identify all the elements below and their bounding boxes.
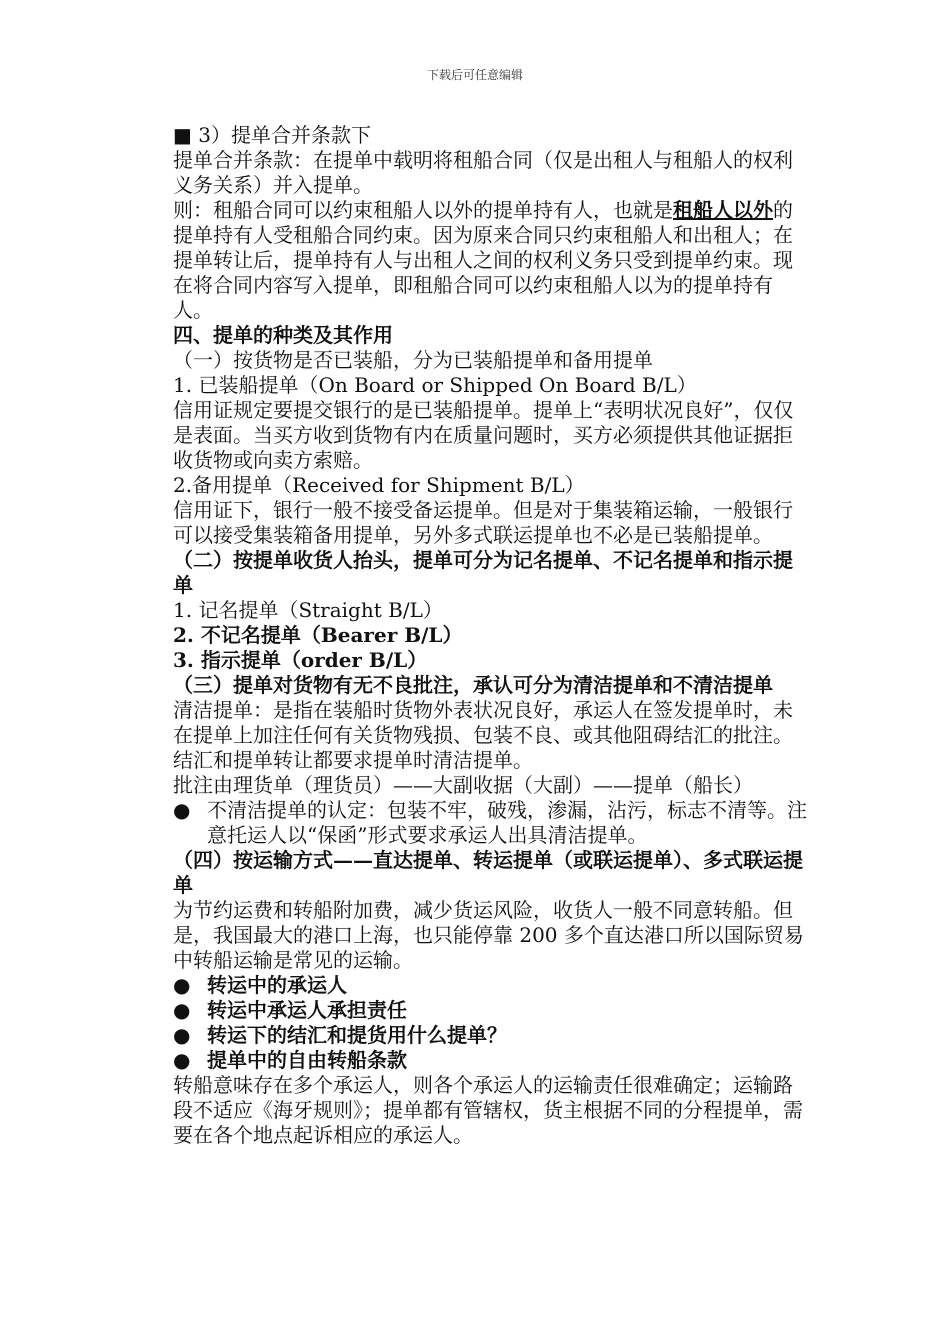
emphasis-text: 租船人以外 (673, 198, 773, 222)
paragraph: 信用证规定要提交银行的是已装船提单。提单上“表明状况良好”，仅仅是表面。当买方收到货物有内在质量问题时，买方必须提供其他证据拒收货物或向卖方索赔。 (173, 398, 794, 472)
section-3-title: ■ 3）提单合并条款下 (173, 123, 371, 147)
bullet-icon: ● (173, 1048, 191, 1072)
subsection-heading: （一）按货物是否已装船，分为已装船提单和备用提单 (173, 348, 653, 372)
paragraph (173, 198, 809, 323)
list-item (173, 1048, 809, 1073)
item-title: 2. 不记名提单（Bearer B/L） (173, 623, 463, 647)
list-item (173, 998, 809, 1023)
bullet-icon: ● (173, 973, 191, 997)
paragraph: 为节约运费和转船附加费，减少货运风险，收货人一般不同意转船。但是，我国最大的港口上海，也只能停靠 200 多个直达港口所以国际贸易中转船运输是常见的运输。 (173, 898, 804, 972)
paragraph: 批注由理货单（理货员）——大副收据（大副）——提单（船长） (173, 773, 753, 797)
paragraph: 信用证下，银行一般不接受备运提单。但是对于集装箱运输，一般银行可以接受集装箱备用提单，另外多式联运提单也不必是已装船提单。 (173, 498, 793, 547)
subsection-heading: （四）按运输方式——直达提单、转运提单（或联运提单）、多式联运提单 (173, 848, 803, 897)
paragraph: 清洁提单：是指在装船时货物外表状况良好，承运人在签发提单时，未在提单上加注任何有关货物残损、包装不良、或其他阻碍结汇的批注。结汇和提单转让都要求提单时清洁提单。 (173, 698, 793, 772)
list-item-text: 转运中承运人承担责任 (207, 998, 407, 1022)
list-item-text: 提单中的自由转船条款 (207, 1048, 407, 1072)
list-item-text: 转运下的结汇和提货用什么提单？ (207, 1023, 507, 1047)
item-title: 1. 已装船提单（On Board or Shipped On Board B/L） (173, 373, 697, 397)
document-body (173, 123, 809, 1148)
bullet-icon: ● (173, 998, 191, 1022)
subsection-heading: （二）按提单收货人抬头，提单可分为记名提单、不记名提单和指示提单 (173, 548, 793, 597)
list-item-text: 转运中的承运人 (207, 973, 347, 997)
item-title: 1. 记名提单（Straight B/L） (173, 598, 443, 622)
section-4-heading: 四、提单的种类及其作用 (173, 323, 393, 347)
list-item-text: 不清洁提单的认定：包装不牢，破残，渗漏，沾污，标志不清等。注意托运人以“保函”形式要求承运人出具清洁提单。 (207, 798, 807, 847)
text-run: 则：租船合同可以约束租船人以外的提单持有人，也就是 (173, 198, 673, 222)
list-item (173, 1023, 809, 1048)
bullet-icon: ● (173, 1023, 191, 1047)
page-header: 下载后可任意编辑 (426, 68, 523, 82)
paragraph: 转船意味存在多个承运人，则各个承运人的运输责任很难确定；运输路段不适应《海牙规则》；提单都有管辖权，货主根据不同的分程提单，需要在各个地点起诉相应的承运人。 (173, 1073, 803, 1147)
item-title: 2.备用提单（Received for Shipment B/L） (173, 473, 585, 497)
list-item (173, 973, 809, 998)
subsection-heading: （三）提单对货物有无不良批注，承认可分为清洁提单和不清洁提单 (173, 673, 773, 697)
text-run: 的提单持有人受租船合同约束。因为原来合同只约束租船人和出租人；在提单转让后，提单持有人与出租人之间的权利义务只受到提单约束。现在将合同内容写入提单，即租船合同可以约束租船人以为的提单持有人。 (173, 198, 793, 322)
item-title: 3. 指示提单（order B/L） (173, 648, 428, 672)
paragraph: 提单合并条款：在提单中载明将租船合同（仅是出租人与租船人的权利义务关系）并入提单。 (173, 148, 793, 197)
list-item (173, 798, 809, 848)
bullet-icon: ● (173, 798, 191, 822)
